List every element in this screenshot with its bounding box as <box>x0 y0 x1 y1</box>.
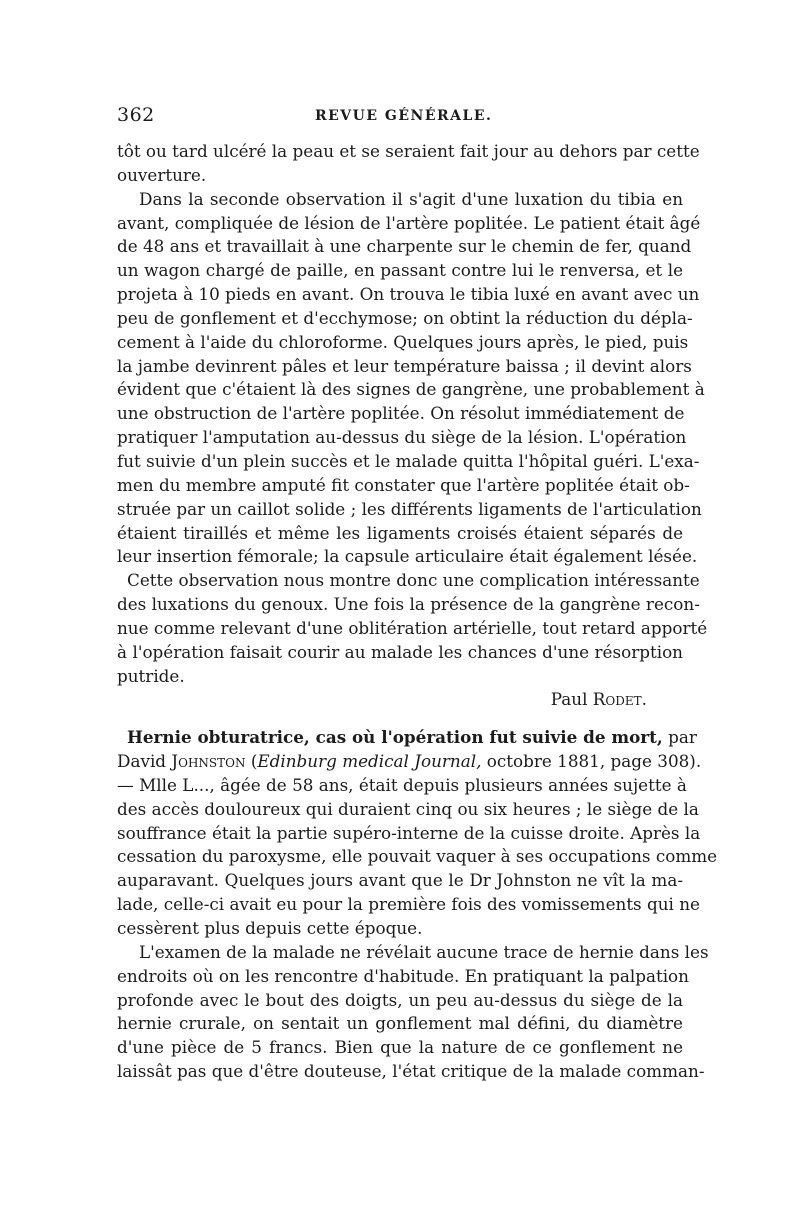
text-line: souffrance était la partie supéro-interne de la cuisse droite. Après la <box>117 822 701 843</box>
text-line: lade, celle-ci avait eu pour la première fois des vomissements qui ne <box>117 894 700 915</box>
text-line: une obstruction de l'artère poplitée. On résolut immédiatement de <box>117 403 685 424</box>
text-line: nue comme relevant d'une oblitération artérielle, tout retard apporté <box>117 617 708 638</box>
text-line: étaient tiraillés et même les ligaments croisés étaient séparés de <box>117 522 683 543</box>
text-line: laissât pas que d'être douteuse, l'état critique de la malade comman- <box>117 1061 705 1082</box>
text-line: peu de gonflement et d'ecchymose; on obtint la réduction du dépla- <box>117 307 693 328</box>
text-line: évident que c'étaient là des signes de gangrène, une probablement à <box>117 379 705 400</box>
paragraph-start-line: Cette observation nous montre donc une complication intéressante <box>127 570 700 591</box>
text-line: tôt ou tard ulcéré la peau et se seraient fait jour au dehors par cette <box>117 141 700 161</box>
text-line: projeta à 10 pieds en avant. On trouva le tibia luxé en avant avec un <box>117 284 700 305</box>
text-line: des accès douloureux qui duraient cinq ou six heures ; le siège de la <box>117 798 699 819</box>
text-line: struée par un caillot solide ; les différents ligaments de l'articulation <box>117 498 702 519</box>
text-line: la jambe devinrent pâles et leur température baissa ; il devint alors <box>117 355 692 376</box>
text-line: pratiquer l'amputation au-dessus du siège de la lésion. L'opération <box>117 427 687 448</box>
text-line: hernie crurale, on sentait un gonflement mal défini, du diamètre <box>117 1013 683 1034</box>
text-line: cessation du paroxysme, elle pouvait vaquer à ses occupations comme <box>117 846 718 867</box>
author-first-name: David <box>117 751 172 772</box>
text-line: ouverture. <box>117 164 207 185</box>
text-line: cessèrent plus depuis cette époque. <box>117 918 423 938</box>
page-number: 362 <box>117 104 155 126</box>
article-citation-line <box>117 750 702 774</box>
text-line: leur insertion fémorale; la capsule articulaire était également lésée. <box>117 546 698 567</box>
citation-details: octobre 1881, page 308). <box>481 751 702 772</box>
running-head: REVUE GÉNÉRALE. <box>315 108 493 124</box>
text-line: men du membre amputé fit constater que l'artère poplitée était ob- <box>117 474 690 495</box>
text-line: profonde avec le bout des doigts, un peu au-dessus du siège de la <box>117 989 683 1010</box>
text-line: d'une pièce de 5 francs. Bien que la nature de ce gonflement ne <box>117 1037 683 1058</box>
text-line: endroits où on les rencontre d'habitude. En pratiquant la palpation <box>117 965 689 986</box>
journal-name: Edinburg medical Journal, <box>257 751 482 772</box>
text-line: avant, compliquée de lésion de l'artère poplitée. Le patient était âgé <box>117 212 701 233</box>
text-line: — Mlle L..., âgée de 58 ans, était depuis plusieurs années sujette à <box>117 774 687 795</box>
text-line: auparavant. Quelques jours avant que le Dr Johnston ne vît la ma- <box>117 870 683 891</box>
body-text <box>117 140 718 1084</box>
article-by: par <box>662 727 697 748</box>
article-title: Hernie obturatrice, cas où l'opération fut suivie de mort, <box>127 727 663 748</box>
author-signature <box>117 688 683 712</box>
text-line: à l'opération faisait courir au malade les chances d'une résorption <box>117 641 683 662</box>
journal-open: ( <box>245 751 258 772</box>
text-line: putride. <box>117 665 185 686</box>
text-line: de 48 ans et travaillait à une charpente sur le chemin de fer, quand <box>117 236 692 257</box>
text-line: cement à l'aide du chloroforme. Quelques jours après, le pied, puis <box>117 331 689 352</box>
author-surname: Johnston <box>171 751 246 772</box>
section-gap <box>117 712 683 726</box>
text-line: des luxations du genoux. Une fois la présence de la gangrène recon- <box>117 594 700 615</box>
text-line: un wagon chargé de paille, en passant contre lui le renversa, et le <box>117 260 683 281</box>
signature-surname: Rodet <box>592 689 642 710</box>
signature-suffix: . <box>641 689 647 710</box>
signature-first-name: Paul <box>550 689 593 710</box>
paragraph-start-line: L'examen de la malade ne révélait aucune trace de hernie dans les <box>139 941 709 962</box>
article-title-line <box>117 726 697 750</box>
page-header <box>117 104 683 132</box>
text-line: fut suivie d'un plein succès et le malade quitta l'hôpital guéri. L'exa- <box>117 450 700 471</box>
paragraph-start-line: Dans la seconde observation il s'agit d'une luxation du tibia en <box>139 188 683 209</box>
